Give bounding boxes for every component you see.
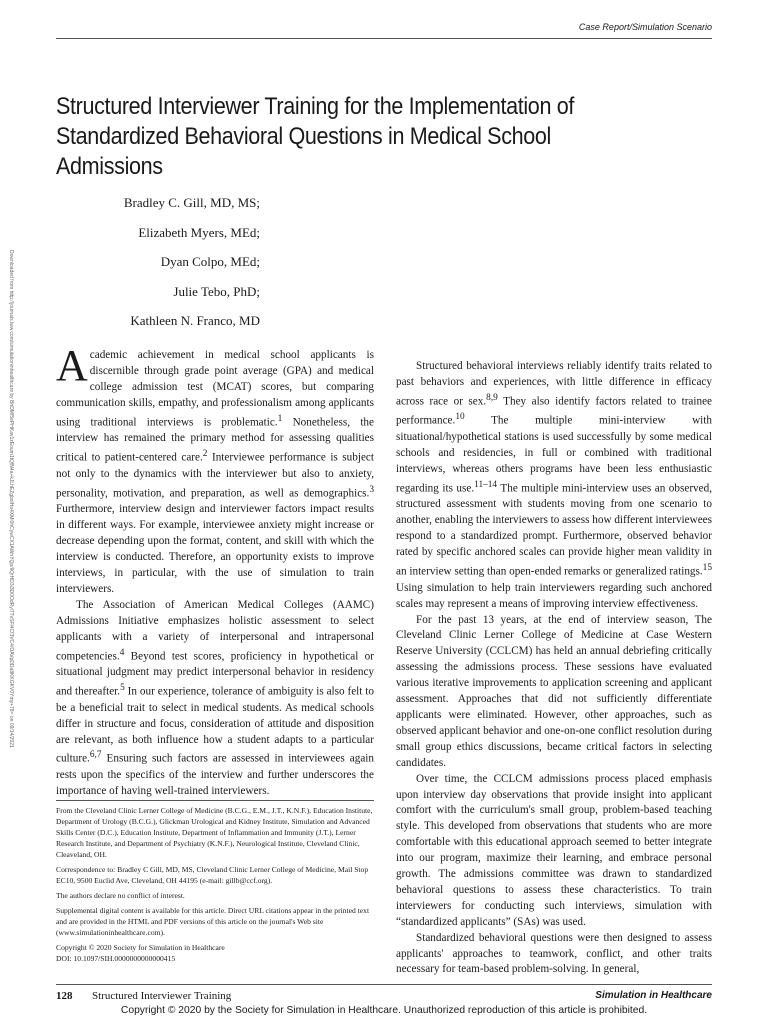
copyright-notice: Copyright © 2020 by the Society for Simulation in Healthcare. Unauthorized reproduction of this article is prohibited. [120,1005,648,1016]
correspondence-note: Correspondence to: Bradley C Gill, MD, MS, Cleveland Clinic Lerner College of Medicine, Mail Stop EC10, 9500 Euclid Ave, Cleveland, OH 44195 (e-mail: gillb@ccf.org). [56,865,369,885]
body-paragraph: Standardized behavioral questions were then designed to assess applicants' approaches to teamwork, conflict, and other traits necessary for team-based problem-solving. In general, [396,931,712,976]
author-name: Bradley C. Gill, MD, MS; [123,195,260,210]
body-paragraph: Over time, the CCLCM admissions process placed emphasis upon interview day observations that provide insight into applicant comfort with the curriculum's small group, problem-based teaching style. This developed from observations that students who are more comfortable with this educational approach seemed to better integrate into our program, maximize their learning, and embrace personal growth. The admissions committee was drawn to standardized behavioral questions to assess these characteristics. To train interviewers for conducting such interviews, simulation with “standardized applicants” (SAs) was used. [396,772,712,928]
citation: 6,7 [89,750,102,761]
body-paragraph: For the past 13 years, at the end of interview season, The Cleveland Clinic Lerner College of Medicine at Case Western Reserve University (CCLCM) has held an annual debriefing critically assessing the admissions process. These sessions have evaluated various iterative improvements to application screening and applicant assessment. Approaches that did not sufficiently differentiate applicants were eliminated. However, other approaches, such as observed applicant behavior and one-on-one conflict resolution during small group ethics discussions, became critical factors in selecting candidates. [396,613,712,769]
body-column-right [396,359,712,978]
journal-name: Simulation in Healthcare [595,990,712,1001]
running-head: Structured Interviewer Training [92,990,232,1002]
citation: 3 [369,484,374,495]
author-name: Julie Tebo, PhD; [173,283,260,299]
footnote-rule [56,800,374,801]
citation: 4 [119,647,125,658]
body-paragraph: Academic achievement in medical school applicants is discernible through grade point average (GPA) and medical college admission test (MCAT) scores, but comparing communication skills, empathy, and professionalism among applicants using traditional interviews is problematic.$^1$ Nonetheless, the interview has remained the primary method for assessing qualities critical to patient-centered care.$^2$ Interviewee performance is subject not only to the dynamics with the interviewer but also to anxiety, personality, motivation, and preparation, as well as demographics.$^3$ Furthermore, interview design and interviewer factors impact results in different ways. For example, interviewee anxiety might increase or decrease depending upon the format, content, and skill with which the interview is conducted. Therefore, an opportunity exists to improve interviews, in particular, with the use of simulation to train interviewers. [56,341,374,595]
drop-cap: A [56,341,88,390]
citation: 1 [277,413,283,424]
header-rule [56,38,712,39]
download-note: Downloaded from http://journals.lww.com/simulationinhealthcare by BhDMf5ePHKav1zEoum1tQfN4a+kJLhEZgbsIHo4XMi0hCywCX1AWnYQp/IlQrHD3i3D0OdRyi7TvSFl4Cf3VC4/OAVpDDa8KKGKV0Ymy+78= on 09/14/2021 [8,250,14,748]
doi-note: DOI: 10.1097/SIH.0000000000000415 [56,954,176,963]
copyright-note: Copyright © 2020 Society for Simulation in Healthcare [56,943,225,952]
page-number: 128 [56,990,73,1002]
author-list [20,188,260,336]
article-title: Structured Interviewer Training for the Implementation of Standardized Behavioral Questions in Medical School Admissions [56,93,575,180]
citation: 5 [120,683,125,694]
citation: 8,9 [486,392,498,403]
citation: 15 [702,563,712,574]
footnotes [56,805,374,968]
footer-rule [56,984,712,985]
supplemental-note: Supplemental digital content is available for this article. Direct URL citations appear in the printed text and are provided in the HTML and PDF versions of this article on the journal's Web site (www.simulationinhealthcare.com). [56,906,370,937]
author-name: Dyan Colpo, MEd; [160,254,260,269]
citation: 10 [455,412,465,423]
citation: 11–14 [474,479,498,490]
citation: 2 [202,449,208,460]
body-paragraph: The Association of American Medical Colleges (AAMC) Admissions Initiative emphasizes holistic assessment to select applicants with a variety of interpersonal and intrapersonal competencies.$^4$ Beyond test scores, proficiency in hypothetical or situational judgment may predict interpersonal behavior in residency and thereafter.$^5$ In our experience, tolerance of ambiguity is also felt to be a beneficial trait to select in medical students. As medical schools differ in structure and focus, consideration of attitude and disposition are relevant, as both influence how a student adapts to a particular culture.$^{6,7}$ Ensuring such factors are assessed in interviewees again rests upon the specifics of the interview and further underscores the importance of having well-trained interviewers. [56,598,375,797]
author-name: Kathleen N. Franco, MD [130,313,260,328]
section-label: Case Report/Simulation Scenario [578,22,712,32]
author-name: Elizabeth Myers, MEd; [138,224,260,240]
affiliations-note: From the Cleveland Clinic Lerner College of Medicine (B.C.G., E.M., J.T., K.N.F.), Education Institute, Department of Urology (B.C.G.), Glickman Urological and Kidney Institute, Simulation and Advanced Skills Center (D.C.), Education Institute, Department of Inflammation and Immunity (J.T.), Lerner Research Institute, and Department of Psychiatry (K.N.F.), Neurological Institute, Cleveland Clinic, Cleaveland, OH. [56,806,373,859]
conflict-note: The authors declare no conflict of interest. [56,891,185,900]
body-column-left [56,341,375,800]
body-paragraph: Structured behavioral interviews reliably identify traits related to past behaviors and experiences, with little difference in efficacy across race or sex.$^{8,9}$ They also identify factors related to trainee performance.$^{10}$ The multiple mini-interview with situational/hypothetical stations is used successfully by some medical schools and residencies, in full or combined with traditional interviews, whereas others programs have been less enthusiastic regarding its use.$^{11-14}$ The multiple mini-interview uses an observed, structured assessment with students moving from one scenario to another, enabling the interviewers to assess how different interviewees respond to a standardized prompt. Furthermore, observed behavior rated by specific anchored scales can provide higher mean validity in an interview setting than open-ended remarks or generalized ratings.$^{15}$ Using simulation to help train interviewers regarding such anchored scales may represent a means of improving interview effectiveness. [396,360,713,610]
